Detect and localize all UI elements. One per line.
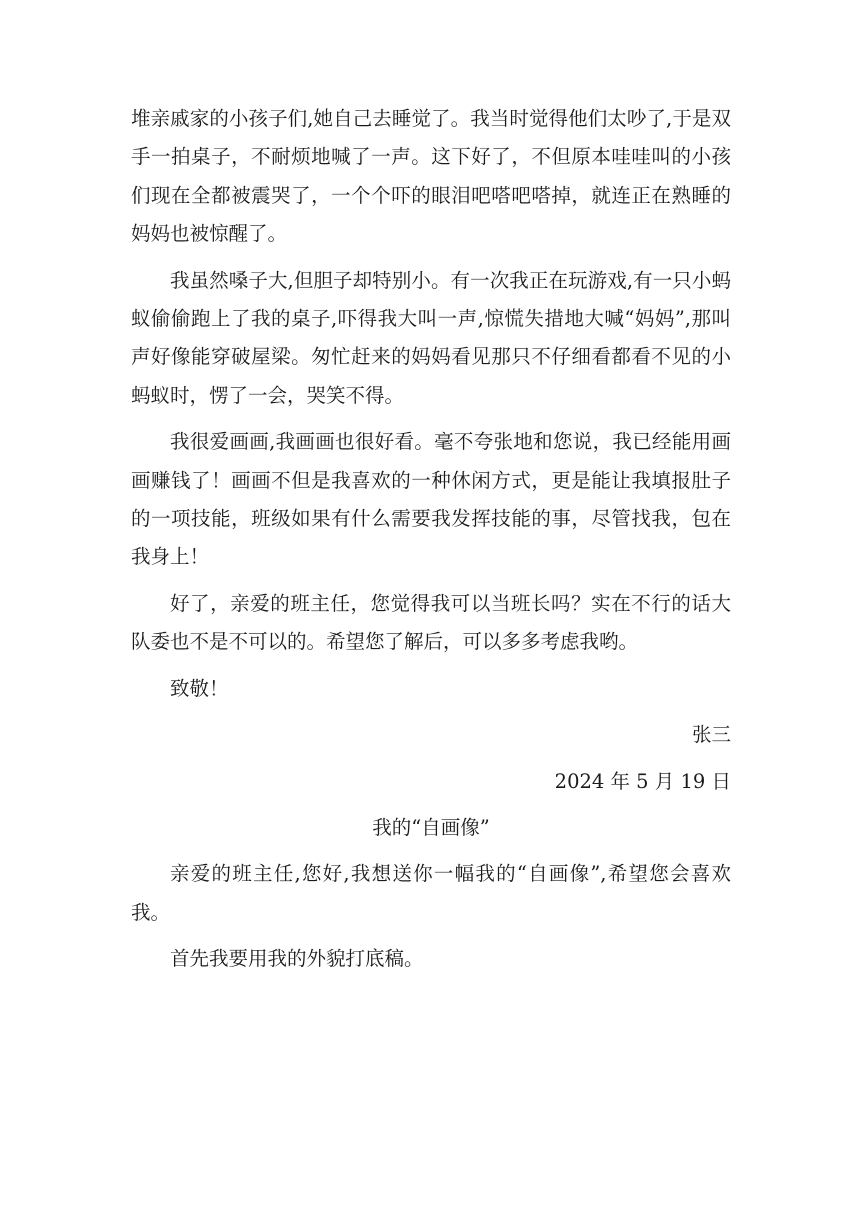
essay-paragraph: 亲爱的班主任,您好,我想送你一幅我的“自画像”,希望您会喜欢我。 xyxy=(131,862,731,924)
signature: 张三 xyxy=(691,723,731,747)
body-paragraph-continued: 堆亲戚家的小孩子们,她自己去睡觉了。我当时觉得他们太吵了,于是双手一拍桌子，不耐烦地喊了一声。这下好了，不但原本哇哇叫的小孩们现在全都被震哭了，一个个吓的眼泪吧嗒吧嗒掉，就连正在熟睡的妈妈也被惊醒了。 xyxy=(131,107,731,246)
body-paragraph: 好了，亲爱的班主任，您觉得我可以当班长吗？实在不行的话大队委也不是不可以的。希望您了解后，可以多多考虑我哟。 xyxy=(131,591,731,654)
body-paragraph: 我虽然嗓子大,但胆子却特别小。有一次我正在玩游戏,有一只小蚂蚁偷偷跑上了我的桌子,吓得我大叫一声,惊慌失措地大喊“妈妈”,那叫声好像能穿破屋梁。匆忙赶来的妈妈看见那只不仔细看都看不见的小蚂蚁时，愣了一会，哭笑不得。 xyxy=(131,268,731,407)
body-paragraph: 我很爱画画,我画画也很好看。毫不夸张地和您说，我已经能用画画赚钱了！画画不但是我喜欢的一种休闲方式，更是能让我填报肚子的一项技能，班级如果有什么需要我发挥技能的事，尽管找我，包在我身上！ xyxy=(131,430,731,569)
essay-paragraph: 首先我要用我的外貌打底稿。 xyxy=(170,947,424,971)
document-page xyxy=(131,100,731,979)
essay-title: 我的“自画像” xyxy=(372,815,490,839)
letter-date: 2024 年 5 月 19 日 xyxy=(554,769,731,793)
salutation-closing: 致敬！ xyxy=(170,676,229,700)
